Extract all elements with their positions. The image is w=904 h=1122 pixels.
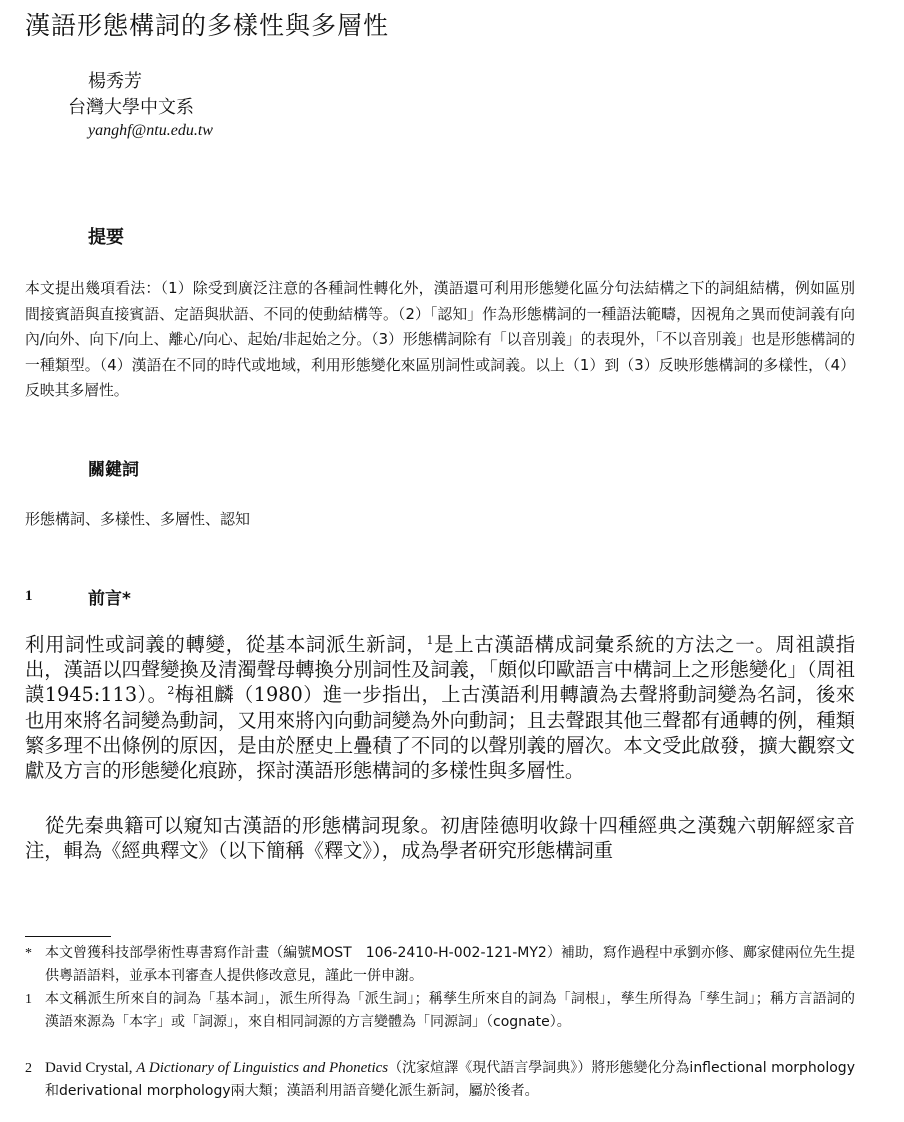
footnote-book-title: A Dictionary of Linguistics and Phonetics: [136, 1060, 389, 1076]
keywords-heading: 關鍵詞: [88, 460, 139, 480]
body-paragraph-1: [25, 632, 855, 783]
footnote-text: [45, 1057, 855, 1103]
footnote-mark: *: [25, 946, 32, 961]
body-paragraph-2: 從先秦典籍可以窺知古漢語的形態構詞現象。初唐陸德明收錄十四種經典之漢魏六朝解經家音注，輯為《經典釋文》（以下簡稱《釋文》），成為學者研究形態構詞重: [25, 814, 855, 863]
section-title: 前言*: [88, 589, 131, 609]
body-text: 利用詞性或詞義的轉變，從基本詞派生新詞，: [25, 633, 427, 656]
body-text: 是上古漢語構成詞彙系統的方法之一。周祖謨指出，漢語以四聲變換及清濁聲母轉換分別詞性及詞義，「頗似印歐語言中構詞上之形態變化」（周祖謨1945:113）。: [25, 633, 856, 707]
footnote-text-rest: （沈家煊譯《現代語言學詞典》）將形態變化分為inflectional morphology和derivational morphology兩大類；漢語利用語音變化派生新詞，屬於後者。: [45, 1060, 855, 1099]
footnote-1: [25, 988, 855, 1034]
author-name: 楊秀芳: [88, 71, 142, 92]
footnote-text: 本文曾獲科技部學術性專書寫作計畫（編號MOST 106-2410-H-002-121-MY2）補助，寫作過程中承劉亦修、鄺家健兩位先生提供粵語語料，並承本刊審查人提供修改意見，謹此一併申謝。: [45, 945, 855, 984]
footnote-star: [25, 942, 855, 988]
body-text: 梅祖麟（1980）進一步指出，上古漢語利用轉讀為去聲將動詞變為名詞，後來也用來將名詞變為動詞，又用來將內向動詞變為外向動詞；且去聲跟其他三聲都有通轉的例，種類繁多理不出條例的原因，是由於歷史上疊積了不同的以聲別義的層次。本文受此啟發，擴大觀察文獻及方言的形態變化痕跡，探討漢語形態構詞的多樣性與多層性。: [25, 683, 855, 783]
footnote-text: 本文稱派生所來自的詞為「基本詞」，派生所得為「派生詞」；稱孳生所來自的詞為「詞根」，孳生所得為「孳生詞」；稱方言語詞的漢語來源為「本字」或「詞源」，來自相同詞源的方言變體為「同源詞」（cognate）。: [45, 991, 855, 1030]
footnote-ref-1[interactable]: 1: [426, 634, 434, 647]
footnote-2: [25, 1057, 855, 1103]
author-email[interactable]: yanghf@ntu.edu.tw: [88, 122, 213, 139]
abstract-heading: 提要: [88, 227, 124, 248]
footnote-mark: 1: [25, 992, 32, 1007]
keywords-list: 形態構詞、多樣性、多層性、認知: [25, 510, 251, 528]
footnote-divider: [25, 936, 111, 937]
abstract-text: 本文提出幾項看法：（1）除受到廣泛注意的各種詞性轉化外，漢語還可利用形態變化區分句法結構之下的詞組結構，例如區別間接賓語與直接賓語、定語與狀語、不同的使動結構等。（2）「認知」作為形態構詞的一種語法範疇，因視角之異而使詞義有向內/向外、向下/向上、離心/向心、起始/非起始之分。（3）形態構詞除有「以音別義」的表現外，「不以音別義」也是形態構詞的一種類型。（4）漢語在不同的時代或地域，利用形態變化來區別詞性或詞義。以上（1）到（3）反映形態構詞的多樣性，（4）反映其多層性。: [25, 280, 855, 399]
author-affiliation: 台灣大學中文系: [68, 97, 194, 118]
footnote-author: David Crystal,: [45, 1060, 137, 1076]
footnote-ref-2[interactable]: 2: [167, 684, 175, 698]
footnote-mark: 2: [25, 1061, 32, 1076]
section-number: 1: [25, 588, 33, 604]
paper-title: 漢語形態構詞的多樣性與多層性: [25, 11, 390, 40]
